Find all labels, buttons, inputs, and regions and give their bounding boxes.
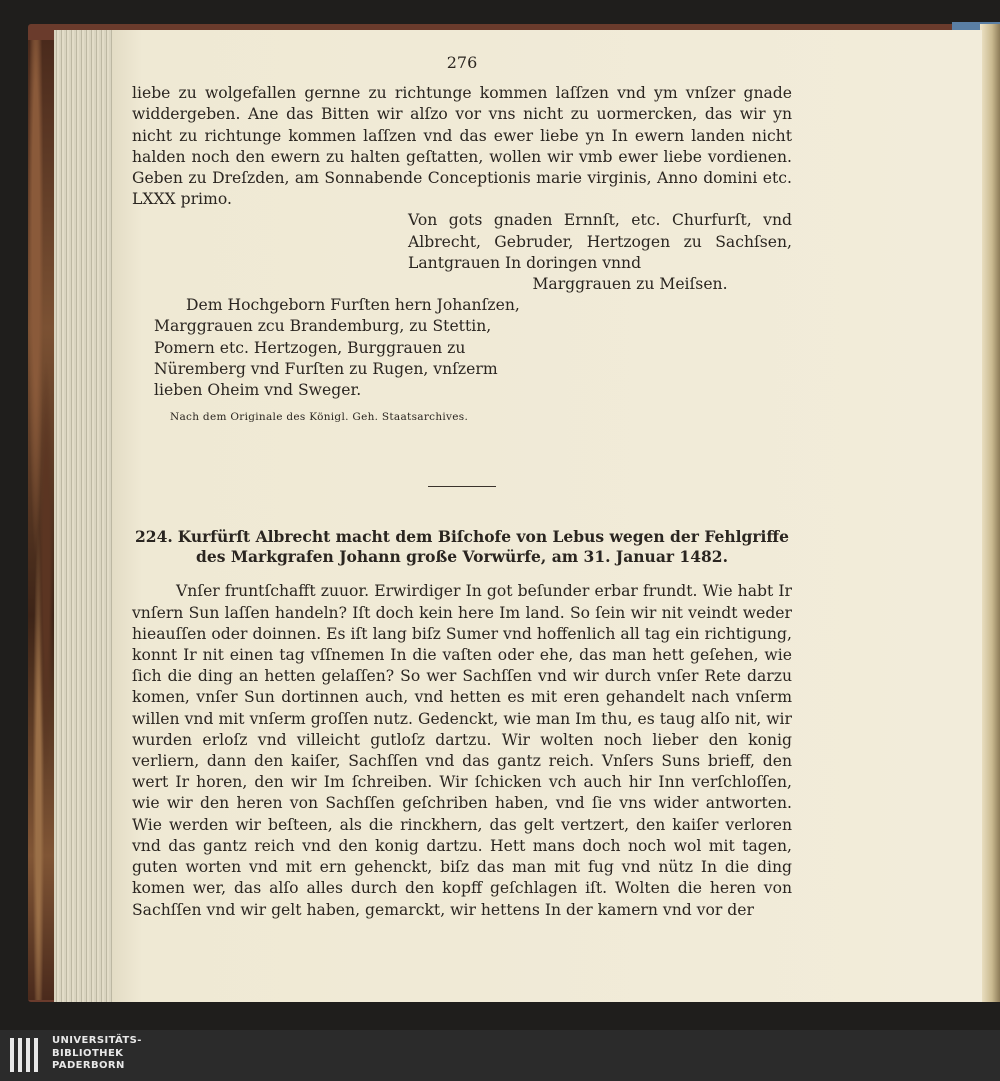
- document-number: 224.: [135, 527, 173, 547]
- logo-line-1: UNIVERSITÄTS-: [52, 1035, 142, 1046]
- signature-block: [408, 210, 792, 295]
- logo-line-3: PADERBORN: [52, 1060, 125, 1071]
- page-text: [132, 52, 792, 921]
- address-block: [154, 295, 524, 401]
- page-edge-right: [980, 24, 1000, 1002]
- logo-line-2: BIBLIOTHEK: [52, 1047, 124, 1059]
- section-divider: [428, 486, 496, 487]
- page-stack-edges: [54, 30, 114, 1002]
- library-logo-text: [52, 1035, 142, 1073]
- document-heading: [132, 527, 792, 567]
- document-title: Kurfürſt Albrecht macht dem Biſchofe von Lebus wegen der Fehlgriffe des Markgrafen Johann große Vorwürfe, am 31. Januar 1482.: [177, 527, 789, 567]
- signature-text: Von gots gnaden Ernnſt, etc. Churfurſt, vnd Albrecht, Gebruder, Hertzogen zu Sachſsen, Lantgrauen In doringen vnnd: [408, 211, 792, 272]
- marbled-endpaper: [28, 40, 54, 1000]
- address-text: Dem Hochgeborn Furſten hern Johanſzen, Marggrauen zcu Brandemburg, zu Stettin, Pomern etc. Hertzogen, Burggrauen zu Nüremberg vnd Furſten zu Rugen, vnſzerm lieben Oheim vnd Sweger.: [154, 296, 520, 400]
- source-note: Nach dem Originale des Königl. Geh. Staatsarchives.: [170, 411, 469, 424]
- signature-last-line: Marggrauen zu Meiſsen.: [532, 275, 728, 294]
- letter-body-paragraph: Vnſer fruntſchafft zuuor. Erwirdiger In got beſunder erbar frundt. Wie habt Ir vnſern Sun laſſen handeln? Iſt doch kein here Im land. So ſein wir nit veindt weder hieauſſen oder doinnen. Es iſt lang biſz Sumer vnd hoffenlich all tag ein richtigung, konnt Ir nit einen tag vſſnemen In die vaſten oder ehe, das man hett geſehen, wie ſich die ding an hetten gelaſſen? So wer Sachſſen vnd wir durch vnſer Rete darzu komen, vnſer Sun dortinnen auch, vnd hetten es mit eren gehandelt nach vnſerm willen vnd mit vnſerm groſſen nutz. Gedenckt, wie man Im thu, es taug alſo nit, wir wurden erloſz vnd villeicht gutloſz dartzu. Wir wolten noch lieber den konig verliern, dann den kaiſer, Sachſſen vnd das gantz reich. Vnſers Suns brieff, den wert Ir horen, den wir Im ſchreiben. Wir ſchicken vch auch hir Inn verſchloſſen, wie wir den heren von Sachſſen geſchriben haben, vnd ſie vns wider antworten. Wie werden wir beſteen, als die rinckhern, das gelt vertzert, den kaiſer verloren vnd das gantz reich vnd den konig dartzu. Hett mans doch noch wol mit tagen, guten worten vnd mit ern gehenckt, biſz das man mit fug vnd nütz In die ding komen wer, das alſo alles durch den kopff geſchlagen iſt. Wolten die heren von Sachſſen vnd wir gelt haben, gemarckt, wir hettens In der kamern vnd vor der: [132, 582, 792, 919]
- library-logo-icon: [8, 1036, 44, 1080]
- page-number: 276: [446, 53, 478, 72]
- library-footer: [0, 1030, 1000, 1081]
- letter-closing-paragraph: liebe zu wolgefallen gernne zu richtunge kommen laſſzen vnd ym vnſzer gnade widdergeben. Ane das Bitten wir alſzo vor vns nicht zu uormercken, das wir yn nicht zu richtunge kommen laſſzen vnd das ewer liebe yn In ewern landen nicht halden noch den ewern zu halten geſtatten, wollen wir vmb ewer liebe vordienen. Geben zu Dreſzden, am Sonnabende Conceptionis marie virginis, Anno domini etc. LXXX primo.: [132, 84, 792, 209]
